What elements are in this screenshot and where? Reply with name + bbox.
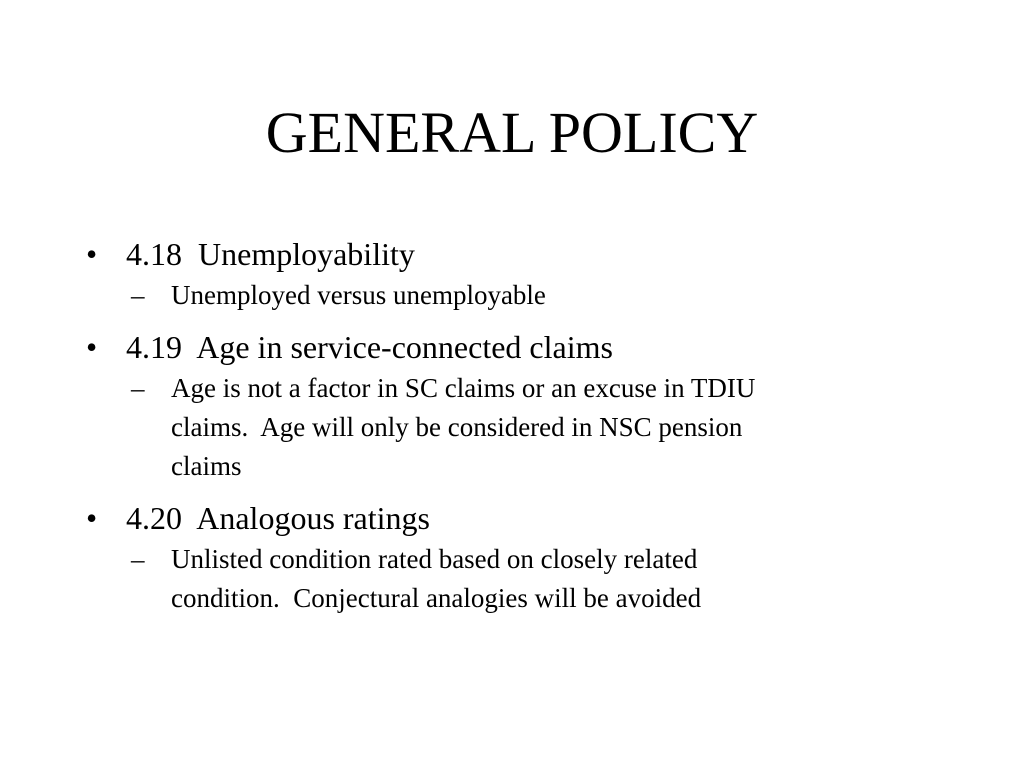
sub-bullet-item — [131, 540, 946, 618]
bullet-item — [86, 496, 946, 540]
sub-bullet-text — [171, 276, 931, 315]
sub-bullet-line: Unlisted condition rated based on closely related — [171, 544, 698, 574]
bullet-text: 4.18 Unemployability — [126, 236, 415, 272]
bullet-item — [86, 232, 946, 276]
bullet-marker: • — [86, 500, 98, 536]
sub-bullet-marker: – — [131, 544, 145, 574]
bullet-marker: • — [86, 329, 98, 365]
sub-bullet-marker: – — [131, 373, 145, 403]
sub-bullet-line: condition. Conjectural analogies will be avoided — [171, 583, 702, 613]
sub-bullet-text — [171, 540, 931, 618]
sub-bullet-text — [171, 369, 931, 486]
sub-bullet-line: claims. Age will only be considered in NSC pension — [171, 412, 743, 442]
bullet-marker: • — [86, 236, 98, 272]
bullet-text: 4.20 Analogous ratings — [126, 500, 430, 536]
sub-bullet-line: Age is not a factor in SC claims or an excuse in TDIU — [171, 373, 756, 403]
slide-content — [86, 232, 946, 628]
sub-bullet-line: Unemployed versus unemployable — [171, 280, 546, 310]
bullet-item — [86, 325, 946, 369]
sub-bullet-item — [131, 369, 946, 486]
slide-title: GENERAL POLICY — [265, 100, 759, 165]
bullet-text: 4.19 Age in service-connected claims — [126, 329, 613, 365]
sub-bullet-line: claims — [171, 451, 242, 481]
sub-bullet-marker: – — [131, 280, 145, 310]
sub-bullet-item — [131, 276, 946, 315]
